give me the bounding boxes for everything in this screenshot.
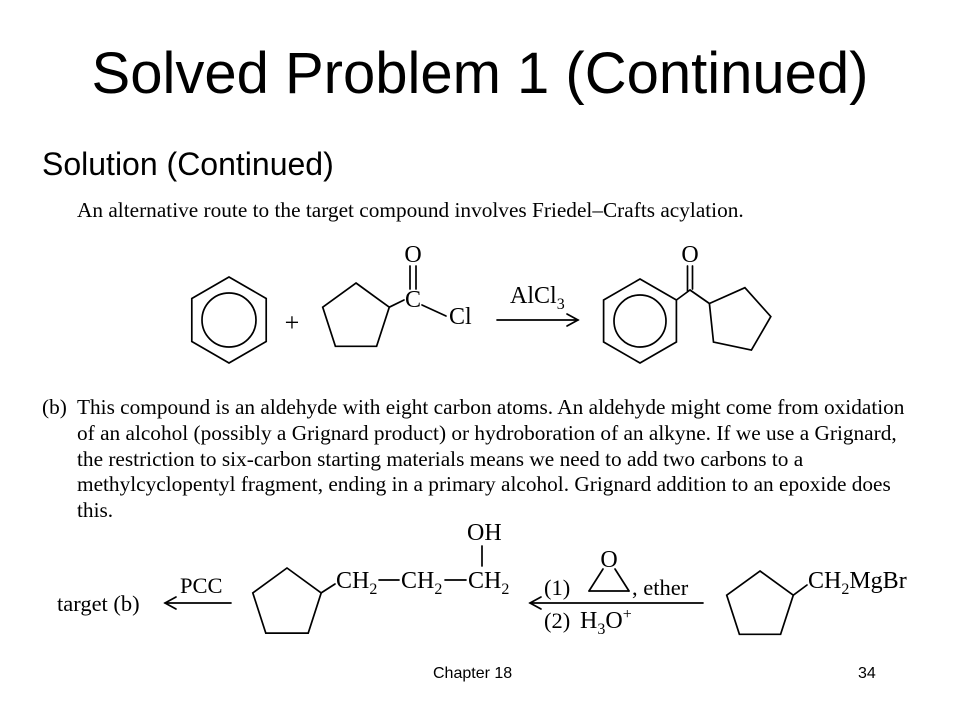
paragraph-line: methylcyclopentyl fragment, ending in a primary alcohol. Grignard addition to an epoxide does bbox=[77, 472, 891, 497]
chlorine-label: Cl bbox=[449, 304, 472, 330]
primary-alcohol bbox=[253, 520, 510, 633]
hydronium-reagent bbox=[580, 606, 632, 638]
plus-sign: + bbox=[284, 308, 300, 337]
chain-group-2 bbox=[401, 568, 442, 598]
ring-to-methylene-bond bbox=[793, 585, 807, 595]
paragraph-line: This compound is an aldehyde with eight carbon atoms. An aldehyde might come from oxidation bbox=[77, 395, 905, 419]
ketone-product bbox=[604, 242, 771, 363]
grignard-reagent bbox=[727, 568, 907, 634]
grignard-mgbr: MgBr bbox=[849, 568, 907, 594]
oxidation-arrow bbox=[165, 597, 231, 609]
aromatic-circle bbox=[202, 293, 256, 347]
hydroxyl-label: OH bbox=[467, 520, 502, 546]
step-1-solvent: , ether bbox=[632, 575, 689, 600]
cyclopentane-ring bbox=[727, 571, 794, 634]
slide-subtitle: Solution (Continued) bbox=[42, 146, 334, 182]
hydronium-charge: + bbox=[622, 606, 632, 623]
epoxide-right-bond bbox=[615, 569, 629, 591]
group-subscript: 2 bbox=[501, 581, 510, 598]
grignard-subscript: 2 bbox=[841, 581, 850, 598]
benzene-reactant bbox=[192, 277, 266, 363]
group-formula: CH bbox=[336, 568, 370, 594]
chain-group-1 bbox=[336, 568, 377, 598]
slide-title: Solved Problem 1 (Continued) bbox=[91, 41, 869, 106]
hydronium-subscript: 3 bbox=[597, 621, 606, 638]
epoxide bbox=[589, 547, 629, 591]
target-label: target (b) bbox=[57, 591, 140, 616]
cyclopentane-ring bbox=[323, 283, 390, 346]
reagent-subscript: 3 bbox=[556, 296, 565, 313]
footer-chapter: Chapter 18 bbox=[433, 665, 513, 682]
part-b-label: (b) bbox=[42, 395, 67, 419]
group-subscript: 2 bbox=[369, 581, 378, 598]
aromatic-circle bbox=[614, 295, 666, 347]
reagent-formula: AlCl bbox=[510, 283, 557, 309]
epoxide-oxygen-label: O bbox=[600, 547, 618, 573]
hydronium-o: O bbox=[605, 608, 623, 634]
grignard-ch: CH bbox=[808, 568, 842, 594]
ring-to-chain-bond bbox=[321, 584, 335, 593]
carbon-chlorine-bond bbox=[422, 305, 446, 316]
carbonyl-to-ring-bond bbox=[690, 290, 709, 304]
lewis-acid-reagent bbox=[510, 283, 565, 313]
grignard-epoxide-scheme bbox=[0, 520, 960, 645]
group-subscript: 2 bbox=[434, 581, 443, 598]
ring-to-carbonyl-bond bbox=[389, 300, 404, 307]
step-1-label: (1) bbox=[544, 575, 571, 600]
benzene-ring bbox=[192, 277, 266, 363]
oxidation-reagent: PCC bbox=[180, 573, 223, 598]
paragraph-line: of an alcohol (possibly a Grignard product) or hydroboration of an alkyne. If we use a Grignard, bbox=[77, 420, 897, 445]
reaction-arrow bbox=[497, 314, 578, 326]
carbonyl-carbon-label: C bbox=[404, 287, 422, 313]
chain-group-3 bbox=[468, 568, 509, 598]
group-formula: CH bbox=[468, 568, 502, 594]
paragraph-line: this. bbox=[77, 498, 114, 523]
paragraph-line: the restriction to six-carbon starting materials means we need to add two carbons to a bbox=[77, 446, 804, 471]
hydronium-h: H bbox=[580, 608, 598, 634]
cyclopentane-ring bbox=[253, 568, 321, 633]
part-b-paragraph bbox=[77, 395, 904, 524]
cyclopentane-ring bbox=[709, 288, 770, 350]
product-carbonyl-oxygen-label: O bbox=[681, 242, 699, 268]
carbonyl-oxygen-label: O bbox=[404, 242, 422, 268]
friedel-crafts-scheme bbox=[0, 240, 960, 370]
grignard-formula bbox=[808, 568, 907, 598]
epoxide-left-bond bbox=[589, 569, 603, 591]
footer-page-number: 34 bbox=[858, 665, 876, 682]
acyl-chloride-reactant bbox=[323, 242, 472, 346]
intro-paragraph: An alternative route to the target compound involves Friedel–Crafts acylation. bbox=[77, 198, 744, 222]
step-2-label: (2) bbox=[544, 608, 571, 633]
group-formula: CH bbox=[401, 568, 435, 594]
